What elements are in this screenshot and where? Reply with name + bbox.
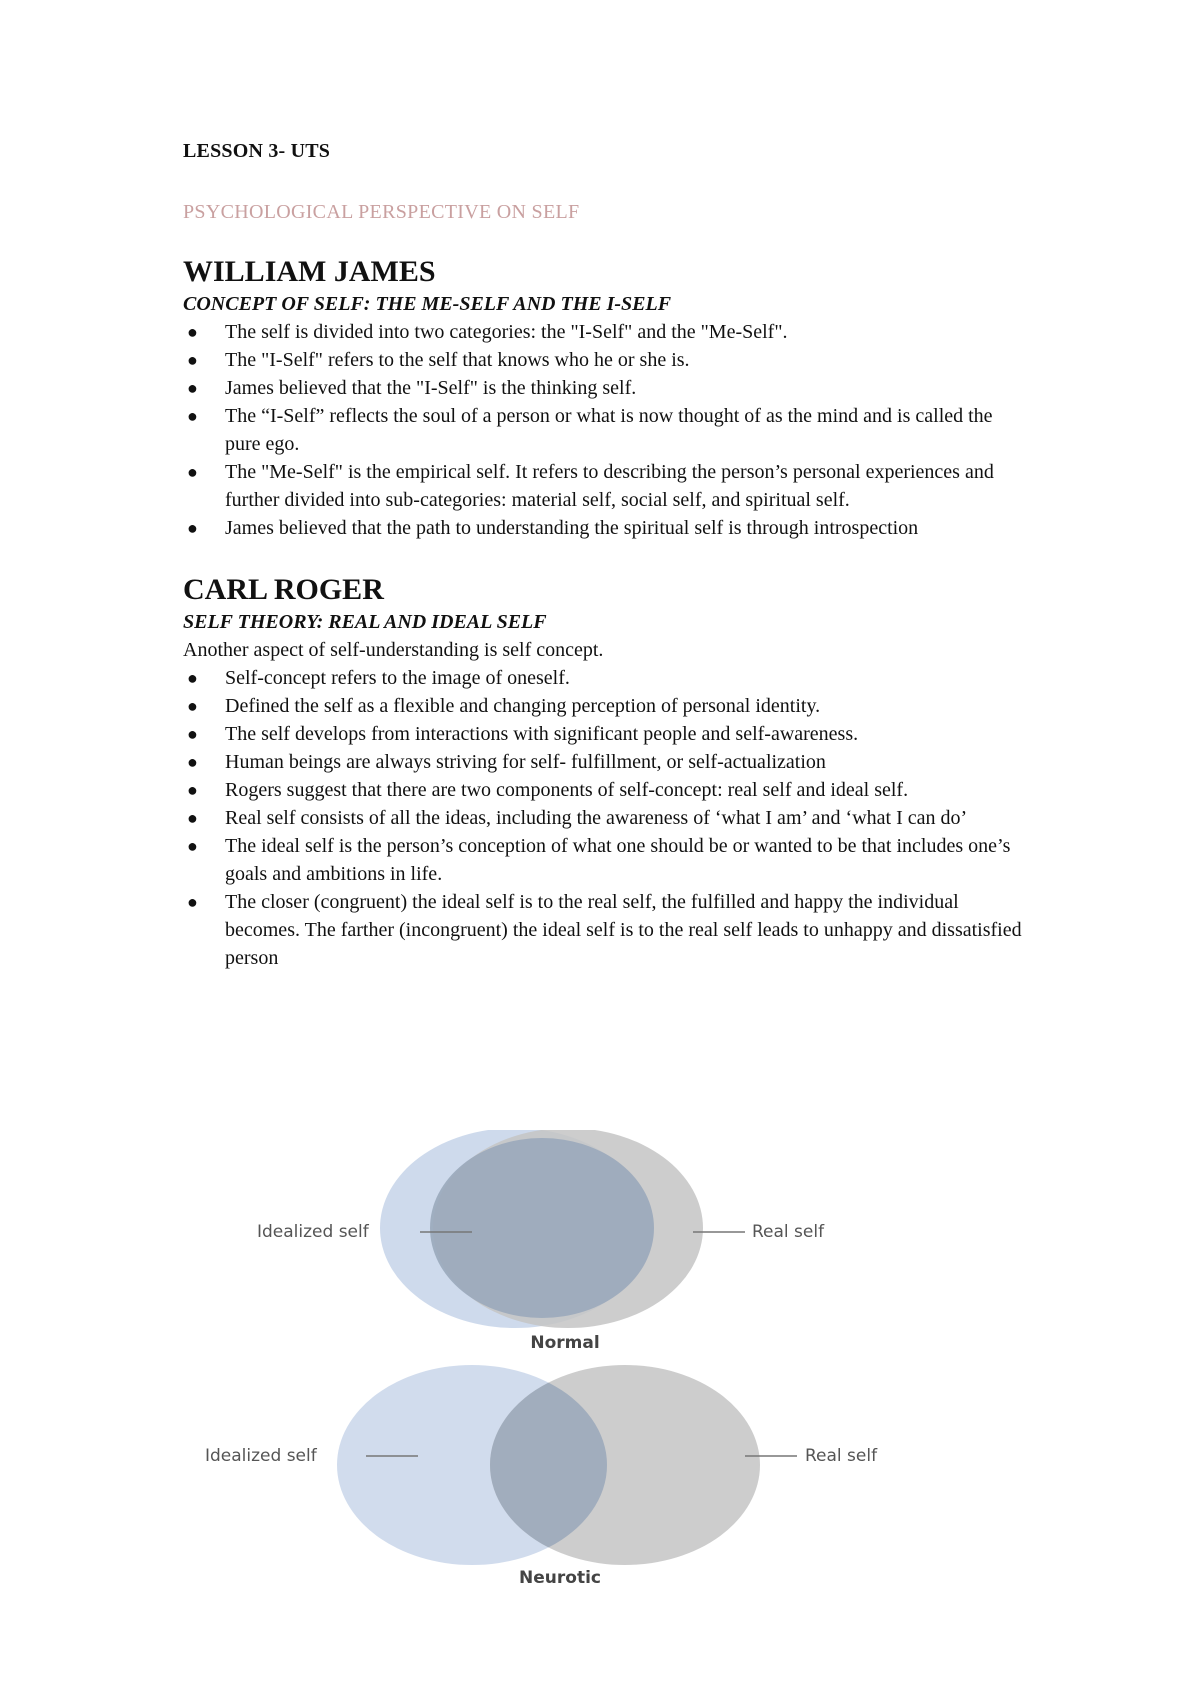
real-self-label: Real self <box>805 1446 878 1466</box>
list-item <box>183 832 1033 888</box>
bullet-icon: ● <box>187 350 198 370</box>
section-intro: Another aspect of self-understanding is self concept. <box>183 639 604 661</box>
bullet-text: The self is divided into two categories: the "I-Self" and the "Me-Self". <box>225 321 788 343</box>
bullet-icon: ● <box>187 322 198 342</box>
bullet-text: The closer (congruent) the ideal self is to the real self, the fulfilled and happy the individual becomes. The farther (incongruent) the ideal self is to the real self leads to unhappy and dissatisfied person <box>225 891 1022 969</box>
bullet-icon: ● <box>187 752 198 772</box>
list-item <box>183 888 1033 972</box>
bullet-icon: ● <box>187 378 198 398</box>
bullet-icon: ● <box>187 518 198 538</box>
bullet-icon: ● <box>187 892 198 912</box>
list-item <box>183 374 1033 402</box>
bullet-icon: ● <box>187 724 198 744</box>
lesson-title: LESSON 3- UTS <box>183 140 331 162</box>
neurotic-caption: Neurotic <box>519 1568 601 1588</box>
diagram-svg <box>190 1130 990 1590</box>
perspective-heading: PSYCHOLOGICAL PERSPECTIVE ON SELF <box>183 201 580 223</box>
bullet-icon: ● <box>187 406 198 426</box>
bullet-icon: ● <box>187 668 198 688</box>
bullet-text: The ideal self is the person’s conception of what one should be or wanted to be that includes one’s goals and ambitions in life. <box>225 835 1011 885</box>
list-item <box>183 458 1033 514</box>
list-item <box>183 776 1033 804</box>
bullet-text: Rogers suggest that there are two components of self-concept: real self and ideal self. <box>225 779 909 801</box>
section-subtitle: CONCEPT OF SELF: THE ME-SELF AND THE I-SELF <box>183 293 672 315</box>
real-self-label: Real self <box>752 1222 825 1242</box>
section-subtitle: SELF THEORY: REAL AND IDEAL SELF <box>183 611 547 633</box>
list-item <box>183 664 1033 692</box>
bullet-icon: ● <box>187 696 198 716</box>
normal-diagram <box>257 1130 825 1353</box>
list-item <box>183 318 1033 346</box>
idealized-self-label: Idealized self <box>257 1222 369 1242</box>
list-item <box>183 346 1033 374</box>
bullet-list <box>183 664 1033 972</box>
list-item <box>183 720 1033 748</box>
self-congruence-diagram <box>190 1130 990 1590</box>
bullet-text: The "Me-Self" is the empirical self. It refers to describing the person’s personal experiences and further divided into sub-categories: material self, social self, and spiritual self. <box>225 461 994 511</box>
bullet-text: The "I-Self" refers to the self that knows who he or she is. <box>225 349 690 371</box>
bullet-icon: ● <box>187 808 198 828</box>
bullet-text: Real self consists of all the ideas, including the awareness of ‘what I am’ and ‘what I can do’ <box>225 807 968 829</box>
bullet-icon: ● <box>187 836 198 856</box>
bullet-text: Human beings are always striving for self- fulfillment, or self-actualization <box>225 751 826 773</box>
section-carl-roger <box>183 572 1033 972</box>
bullet-text: James believed that the path to understanding the spiritual self is through introspection <box>225 517 919 539</box>
bullet-text: Defined the self as a flexible and changing perception of personal identity. <box>225 695 821 717</box>
list-item <box>183 402 1033 458</box>
list-item <box>183 804 1033 832</box>
section-title: WILLIAM JAMES <box>183 255 436 288</box>
bullet-icon: ● <box>187 780 198 800</box>
bullet-text: James believed that the "I-Self" is the thinking self. <box>225 377 637 399</box>
normal-caption: Normal <box>530 1333 600 1353</box>
document-content <box>183 140 1033 972</box>
bullet-text: The self develops from interactions with significant people and self-awareness. <box>225 723 859 745</box>
list-item <box>183 748 1033 776</box>
section-title: CARL ROGER <box>183 573 384 606</box>
idealized-self-label: Idealized self <box>205 1446 317 1466</box>
list-item <box>183 514 1033 542</box>
bullet-text: The “I-Self” reflects the soul of a person or what is now thought of as the mind and is called the pure ego. <box>225 405 993 455</box>
neurotic-diagram <box>205 1365 878 1588</box>
bullet-list <box>183 318 1033 542</box>
bullet-icon: ● <box>187 462 198 482</box>
overlap-region <box>430 1138 654 1318</box>
list-item <box>183 692 1033 720</box>
bullet-text: Self-concept refers to the image of oneself. <box>225 667 570 689</box>
section-william-james <box>183 254 1033 542</box>
